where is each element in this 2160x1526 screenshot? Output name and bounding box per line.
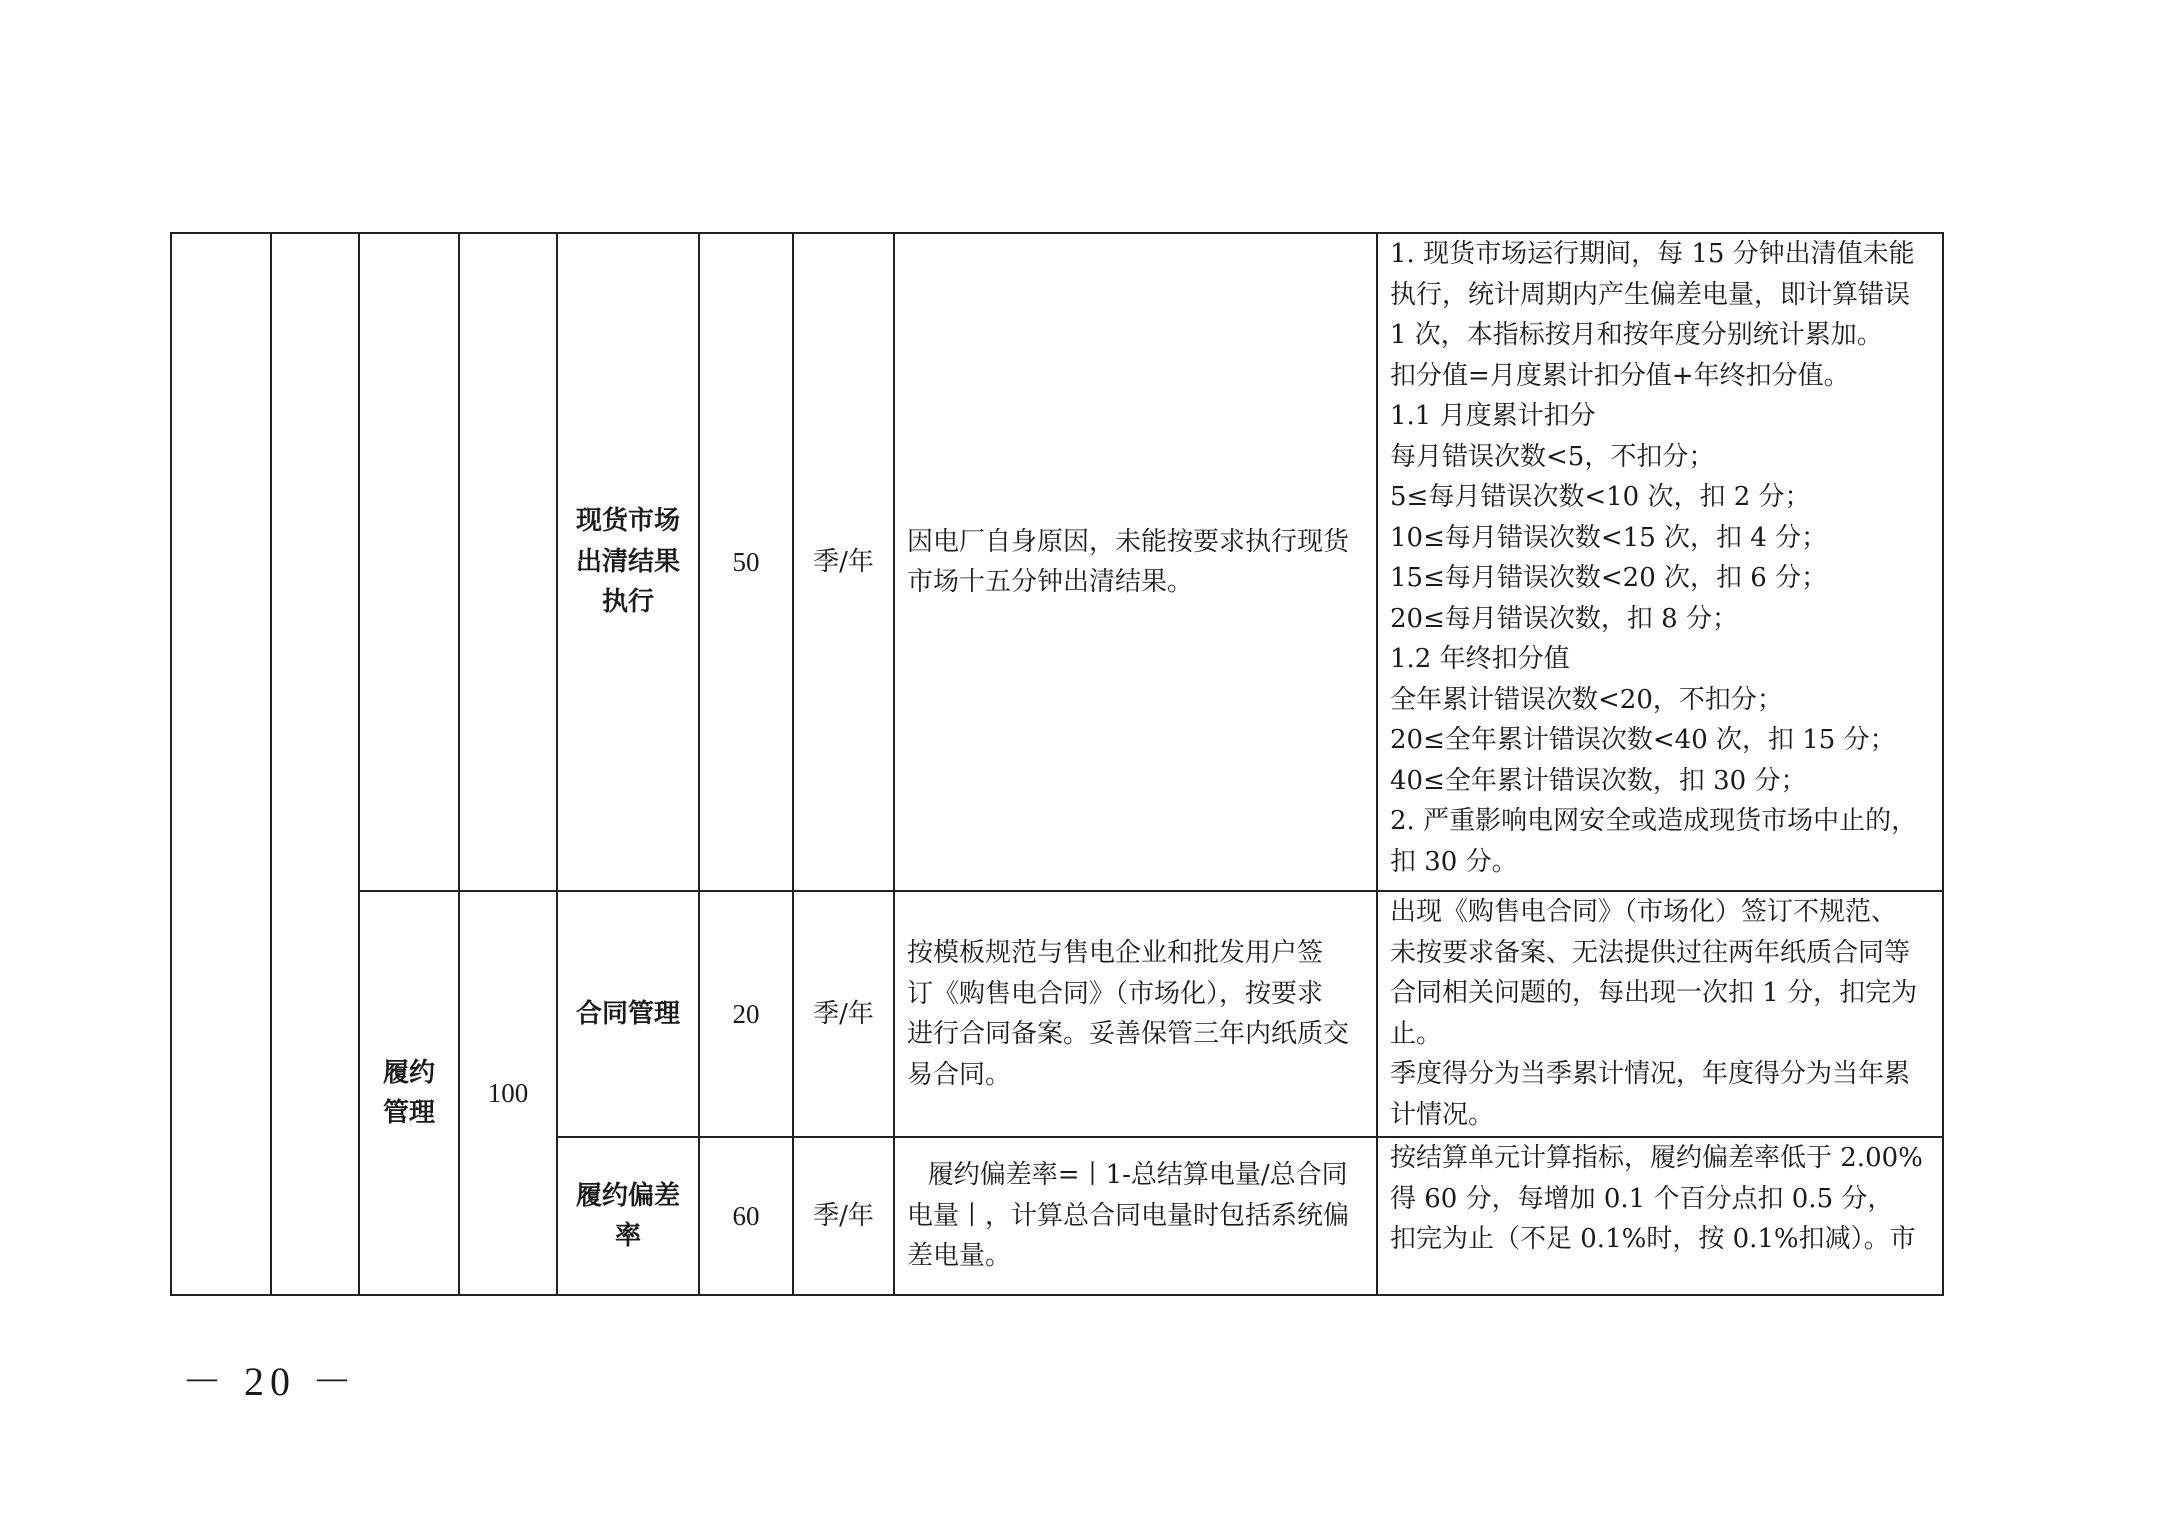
- rule-line: 季度得分为当季累计情况，年度得分为当年累: [1390, 1059, 1911, 1089]
- category-line: 管理: [382, 1098, 435, 1128]
- rule-line: 1 次，本指标按月和按年度分别统计累加。: [1390, 320, 1883, 350]
- description-line: 按模板规范与售电企业和批发用户签: [907, 938, 1324, 968]
- category-performance-management: [359, 891, 459, 1295]
- empty-cell-col4: [459, 233, 557, 891]
- rule-line: 每月错误次数<5，不扣分；: [1390, 441, 1715, 472]
- rule-line: 计情况。: [1390, 1099, 1495, 1130]
- description-line: 易合同。: [907, 1059, 1012, 1090]
- rule-line: 40≤全年累计错误次数，扣 30 分；: [1390, 765, 1807, 796]
- rule-line: 2. 严重影响电网安全或造成现货市场中止的，: [1390, 806, 1918, 836]
- category-score: 100: [459, 891, 557, 1295]
- indicator-line: 率: [614, 1221, 641, 1251]
- rule-line: 5≤每月错误次数<10 次，扣 2 分；: [1390, 482, 1811, 512]
- rule-line: 合同相关问题的，每出现一次扣 1 分，扣完为: [1390, 978, 1918, 1008]
- rule-line: 20≤每月错误次数，扣 8 分；: [1390, 603, 1738, 634]
- rule-line: 未按要求备案、无法提供过往两年纸质合同等: [1390, 937, 1911, 968]
- empty-cell-col3: [359, 233, 459, 891]
- description-line: 进行合同备案。妥善保管三年内纸质交: [907, 1019, 1350, 1049]
- rule-spot-market: [1377, 233, 1943, 891]
- indicator-line: 履约偏差: [575, 1180, 680, 1211]
- empty-cell-col1: [171, 233, 271, 1295]
- description-line: 因电厂自身原因，未能按要求执行现货: [907, 526, 1350, 557]
- description-deviation: [894, 1137, 1377, 1295]
- indicator-spot-market: [557, 233, 699, 891]
- rule-deviation: [1377, 1137, 1943, 1295]
- empty-cell-col2: [271, 233, 359, 1295]
- assessment-table-wrapper: [170, 232, 1942, 1294]
- description-line: 差电量。: [907, 1241, 1012, 1272]
- rule-line: 15≤每月错误次数<20 次，扣 6 分；: [1390, 563, 1828, 593]
- rule-line: 20≤全年累计错误次数<40 次，扣 15 分；: [1390, 725, 1896, 755]
- description-spot-market: [894, 233, 1377, 891]
- rule-line: 1.1 月度累计扣分: [1390, 401, 1596, 431]
- rule-line: 止。: [1390, 1018, 1443, 1049]
- description-line: 电量丨，计算总合同电量时包括系统偏: [907, 1200, 1350, 1231]
- rule-line: 得 60 分，每增加 0.1 个百分点扣 0.5 分，: [1390, 1183, 1894, 1214]
- rule-line: 执行，统计周期内产生偏差电量，即计算错误: [1390, 279, 1911, 310]
- rule-line: 1. 现货市场运行期间，每 15 分钟出清值未能: [1390, 239, 1915, 269]
- rule-line: 10≤每月错误次数<15 次，扣 4 分；: [1390, 522, 1828, 553]
- indicator-line: 合同管理: [575, 998, 680, 1029]
- table-row: [171, 891, 1943, 1137]
- rule-line: 扣完为止（不足 0.1%时，按 0.1%扣减）。市: [1390, 1224, 1916, 1254]
- score-deviation: 60: [699, 1137, 793, 1295]
- description-line: 订《购售电合同》（市场化），按要求: [907, 978, 1324, 1009]
- description-line: 履约偏差率=丨1-总结算电量/总合同: [927, 1160, 1348, 1191]
- indicator-contract: [557, 891, 699, 1137]
- period-spot-market: 季/年: [793, 233, 894, 891]
- rule-line: 出现《购售电合同》（市场化）签订不规范、: [1390, 897, 1898, 927]
- indicator-line: 执行: [601, 587, 654, 618]
- period-deviation: 季/年: [793, 1137, 894, 1295]
- score-contract: 20: [699, 891, 793, 1137]
- indicator-line: 现货市场: [575, 506, 680, 537]
- rule-line: 扣 30 分。: [1390, 846, 1518, 877]
- rule-line: 1.2 年终扣分值: [1390, 644, 1570, 674]
- rule-contract: [1377, 891, 1943, 1137]
- description-contract: [894, 891, 1377, 1137]
- category-line: 履约: [382, 1057, 435, 1088]
- table-row: [171, 233, 1943, 891]
- rule-line: 按结算单元计算指标，履约偏差率低于 2.00%: [1390, 1143, 1923, 1173]
- score-spot-market: 50: [699, 233, 793, 891]
- page-number: － 20 －: [182, 1359, 358, 1404]
- rule-line: 扣分值=月度累计扣分值+年终扣分值。: [1390, 360, 1850, 391]
- rule-line: 全年累计错误次数<20，不扣分；: [1390, 684, 1783, 715]
- description-line: 市场十五分钟出清结果。: [907, 567, 1194, 597]
- period-contract: 季/年: [793, 891, 894, 1137]
- indicator-deviation: [557, 1137, 699, 1295]
- indicator-line: 出清结果: [575, 546, 680, 577]
- assessment-table: [170, 232, 1944, 1296]
